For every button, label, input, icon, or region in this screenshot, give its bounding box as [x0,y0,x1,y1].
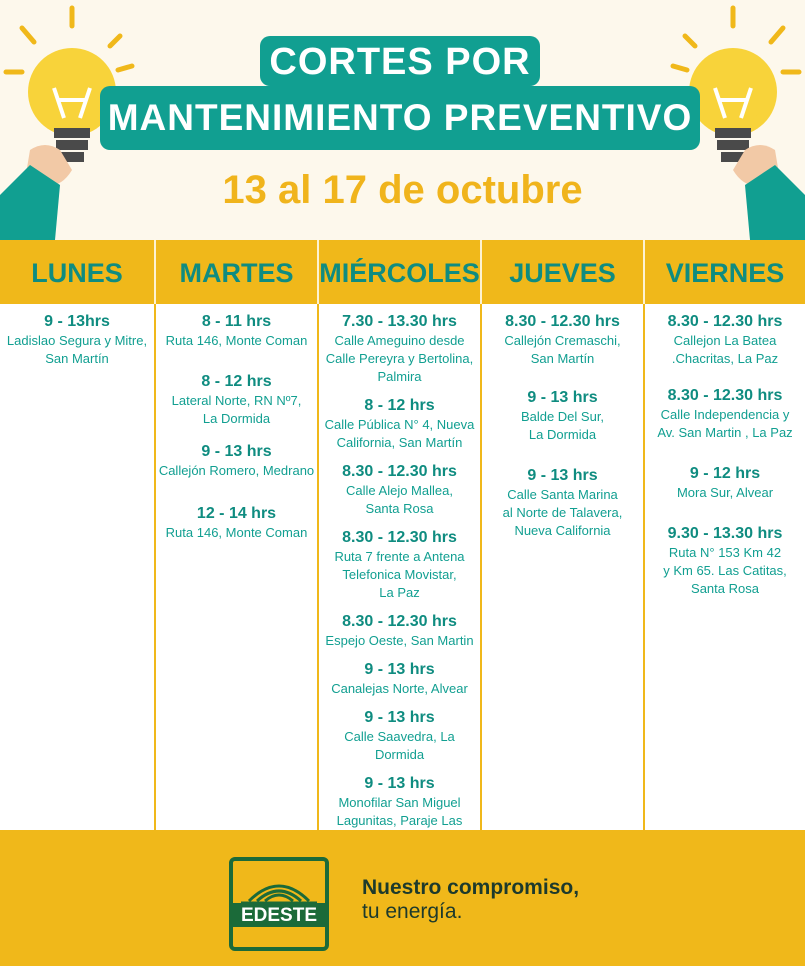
entry-place: Calle Independencia y [660,407,790,422]
entry-place: San Martín [530,351,595,366]
schedule-entry [0,312,154,368]
column-lunes [0,304,156,830]
slogan-line-2: tu energía. [362,900,463,923]
column-jueves [482,304,645,830]
column-martes [156,304,319,830]
entry-place: Callejón Romero, Medrano [158,463,315,478]
entry-time: 7.30 - 13.30 hrs [342,313,457,330]
entry-time: 8.30 - 12.30 hrs [342,529,457,546]
entry-place: Callejón Cremaschi, [504,333,621,348]
schedule-entry [156,504,317,542]
entry-place: La Paz [379,585,420,600]
entry-place: Monofilar San Miguel [338,795,461,810]
schedule-entry [319,660,480,698]
entry-time: 9 - 13 hrs [201,443,272,460]
schedule-entry [319,612,480,650]
title-line-1: CORTES POR [260,36,540,86]
entry-place: La Dormida [202,411,271,426]
entry-place: Nueva California [514,523,611,538]
entry-place: Balde Del Sur, [520,409,605,424]
column-miercoles [319,304,482,830]
entry-place: Calle Pereyra y Bertolina, [325,351,474,366]
schedule-entry [645,386,805,442]
entry-time: 8.30 - 12.30 hrs [505,313,620,330]
day-header-row [0,240,805,304]
entry-place: Ruta 146, Monte Coman [165,525,308,540]
entry-time: 9 - 13 hrs [364,661,435,678]
svg-text:EDESTE: EDESTE [240,905,318,926]
title-line-2: MANTENIMIENTO PREVENTIVO [100,86,700,150]
entry-place: Calle Pública N° 4, Nueva [324,417,475,432]
entry-place: Telefonica Movistar, [342,567,457,582]
entry-place: Santa Rosa [691,581,759,596]
entry-place: al Norte de Talavera, [502,505,623,520]
entry-place: Calle Alejo Mallea, [346,483,453,498]
entry-time: 12 - 14 hrs [196,505,277,522]
entry-place: y Km 65. Las Catitas, [663,563,787,578]
edeste-logo [229,857,329,951]
title-box [100,36,700,150]
entry-time: 8 - 11 hrs [201,313,272,330]
schedule-entry [645,464,805,502]
entry-place: Calle Ameguino desde [334,333,465,348]
header [0,0,805,240]
entry-time: 9 - 13 hrs [364,775,435,792]
entry-place: Canalejas Norte, Alvear [331,681,468,696]
entry-time: 9 - 13 hrs [527,467,598,484]
entry-place: Ladislao Segura y Mitre, [6,333,148,348]
day-label-martes: MARTES [156,240,319,304]
entry-time: 9 - 13 hrs [527,389,598,406]
entry-time: 8.30 - 12.30 hrs [342,613,457,630]
day-label-miercoles: MIÉRCOLES [319,240,482,304]
schedule-entry [156,372,317,428]
entry-place: Mora Sur, Alvear [676,485,774,500]
schedule-entry [645,524,805,598]
date-range: 13 al 17 de octubre [222,168,583,212]
schedule-entry [645,312,805,368]
day-label-viernes: VIERNES [665,258,785,288]
schedule-entry [156,312,317,350]
slogan [362,876,579,924]
entry-time: 8.30 - 12.30 hrs [667,313,783,330]
schedule-entry [319,708,480,764]
entry-time: 9 - 13 hrs [364,709,435,726]
entry-place: Santa Rosa [365,501,434,516]
entry-place: Palmira [377,369,422,384]
entry-time: 9.30 - 13.30 hrs [667,525,783,542]
entry-place: .Chacritas, La Paz [671,351,779,366]
entry-time: 8 - 12 hrs [201,373,272,390]
entry-time: 8.30 - 12.30 hrs [667,387,783,404]
entry-place: Calle Saavedra, La Dormida [344,729,455,762]
schedule-entry [482,466,643,540]
entry-place: Lateral Norte, RN Nº7, [171,393,302,408]
entry-time: 9 - 13hrs [44,313,110,330]
schedule-grid [0,304,805,830]
column-viernes [645,304,805,830]
schedule-entry [319,462,480,518]
entry-place: La Dormida [528,427,597,442]
schedule-entry [156,442,317,480]
slogan-line-1: Nuestro compromiso, [362,876,580,899]
schedule-entry [319,312,480,386]
day-label-lunes: LUNES [0,240,156,304]
entry-place: California, San Martín [336,435,463,450]
entry-time: 8.30 - 12.30 hrs [342,463,457,480]
entry-time: 8 - 12 hrs [364,397,435,414]
entry-place: Calle Santa Marina [507,487,618,502]
schedule-entry [319,396,480,452]
entry-place: Av. San Martin , La Paz [657,425,793,440]
schedule-entry [319,528,480,602]
footer [0,830,805,966]
schedule-entry [482,388,643,444]
edeste-logo-mark [233,861,325,947]
entry-time: 9 - 12 hrs [689,465,761,482]
entry-place: Ruta 146, Monte Coman [165,333,308,348]
entry-place: Lagunitas, Paraje Las [336,813,463,828]
day-label-jueves: JUEVES [482,240,645,304]
entry-place: Callejon La Batea [673,333,777,348]
schedule-entry [482,312,643,368]
entry-place: San Martín [45,351,109,366]
entry-place: Ruta N° 153 Km 42 [668,545,782,560]
entry-place: Espejo Oeste, San Martin [325,633,474,648]
entry-place: Ruta 7 frente a Antena [334,549,465,564]
